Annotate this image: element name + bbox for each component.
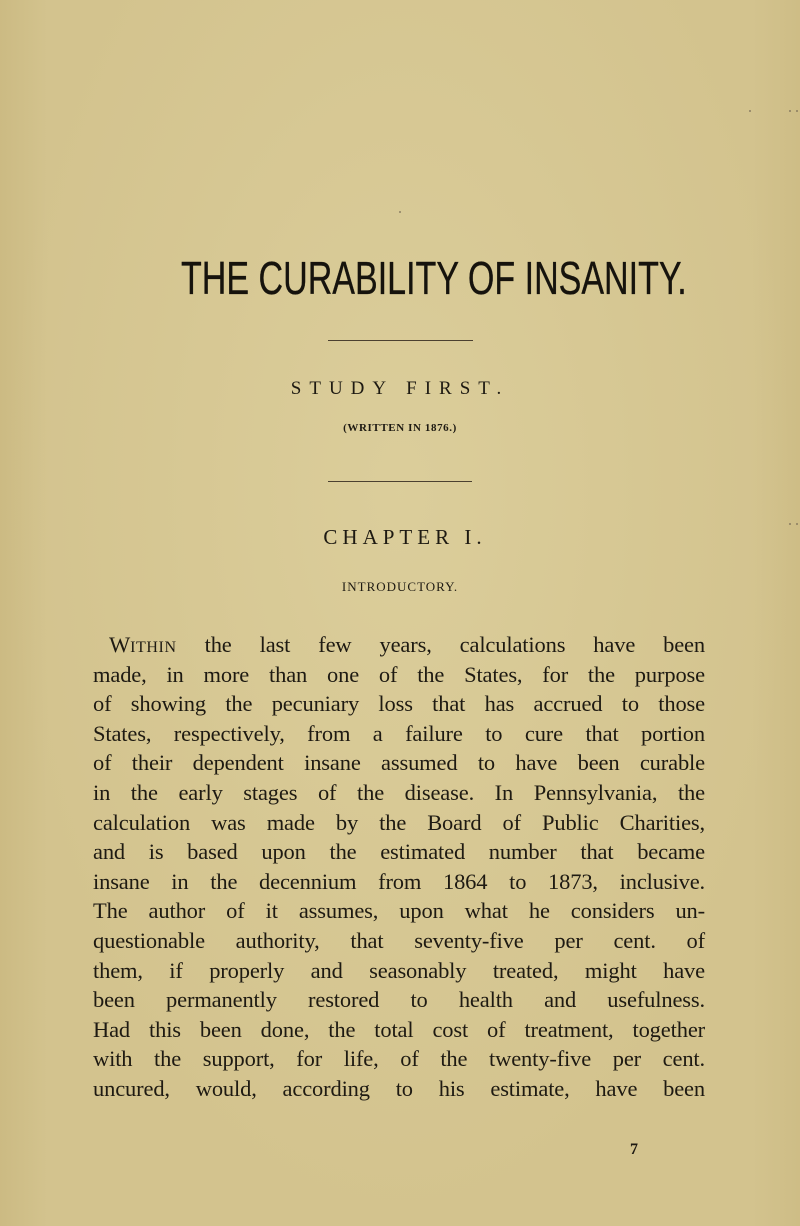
body-line: calculation was made by the Board of Public Charities, bbox=[93, 809, 705, 835]
body-line: Had this been done, the total cost of treatment, together bbox=[93, 1016, 705, 1042]
body-line: them, if properly and seasonably treated, might have bbox=[93, 957, 705, 983]
page-number: 7 bbox=[630, 1141, 638, 1158]
section-divider bbox=[328, 481, 472, 482]
paper-speck bbox=[789, 110, 791, 112]
body-line: The author of it assumes, upon what he considers un- bbox=[93, 898, 705, 924]
paper-speck bbox=[399, 211, 401, 213]
body-line: uncured, would, according to his estimate, have been bbox=[93, 1075, 705, 1101]
body-line: of their dependent insane assumed to have been curable bbox=[93, 750, 705, 776]
body-line: States, respectively, from a failure to cure that portion bbox=[93, 720, 705, 746]
body-line: in the early stages of the disease. In Pennsylvania, the bbox=[93, 779, 705, 805]
chapter-heading: CHAPTER I. bbox=[323, 525, 487, 549]
title-divider bbox=[328, 340, 473, 341]
paper-speck bbox=[796, 523, 798, 525]
drop-word-rest: ITHIN bbox=[130, 639, 177, 656]
written-date-note: (WRITTEN IN 1876.) bbox=[343, 422, 457, 434]
body-line bbox=[93, 630, 705, 660]
book-title: THE CURABILITY OF INSANITY. bbox=[181, 252, 687, 304]
body-line-text: the last few years, calculations have been bbox=[176, 632, 705, 657]
body-line: with the support, for life, of the twenty-five per cent. bbox=[93, 1046, 705, 1072]
chapter-subtitle: INTRODUCTORY. bbox=[341, 579, 459, 594]
body-line: questionable authority, that seventy-five per cent. of bbox=[93, 927, 705, 953]
body-line: and is based upon the estimated number that became bbox=[93, 839, 705, 865]
paper-speck bbox=[796, 110, 798, 112]
body-line: insane in the decennium from 1864 to 1873, inclusive. bbox=[93, 868, 705, 894]
section-heading: STUDY FIRST. bbox=[290, 378, 510, 399]
paper-speck bbox=[789, 523, 791, 525]
paper-speck bbox=[749, 110, 751, 112]
drop-word-initial: W bbox=[109, 632, 131, 657]
body-line: been permanently restored to health and usefulness. bbox=[93, 987, 705, 1013]
body-line: made, in more than one of the States, for the purpose bbox=[93, 661, 705, 687]
body-line: of showing the pecuniary loss that has accrued to those bbox=[93, 691, 705, 717]
body-paragraph bbox=[93, 630, 705, 1104]
